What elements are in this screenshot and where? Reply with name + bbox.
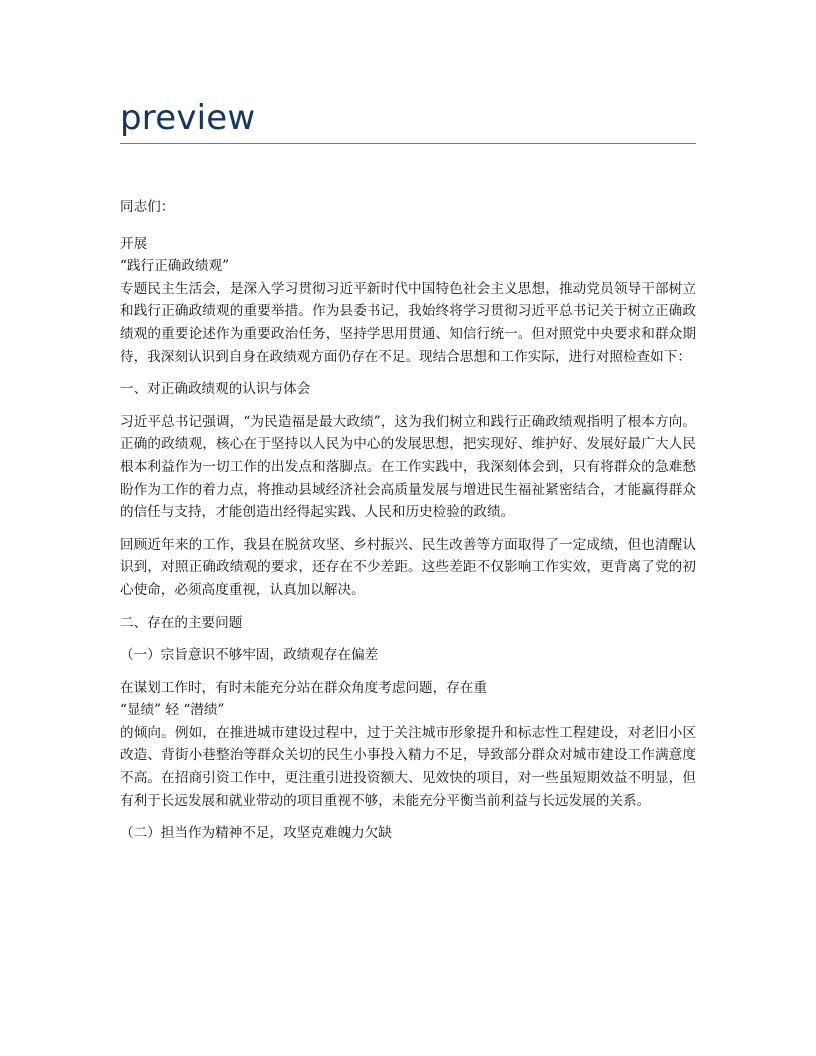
- section-1-paragraph-1: 习近平总书记强调，“为民造福是最大政绩”，这为我们树立和践行正确政绩观指明了根本方向。正确的政绩观，核心在于坚持以人民为中心的发展思想，把实现好、维护好、发展好最广大人民根本利益作为一切工作的出发点和落脚点。在工作实践中，我深刻体会到，只有将群众的急难愁盼作为工作的着力点，将推动县域经济社会高质量发展与增进民生福祉紧密结合，才能赢得群众的信任与支持，才能创造出经得起实践、人民和历史检验的政绩。: [120, 413, 696, 521]
- subsection-1-heading: （一）宗旨意识不够牢固，政绩观存在偏差: [120, 647, 379, 664]
- intro-line-1: 开展: [120, 235, 148, 252]
- section-1-paragraph-2: 回顾近年来的工作，我县在脱贫攻坚、乡村振兴、民生改善等方面取得了一定成绩，但也清醒认识到，对照正确政绩观的要求，还存在不少差距。这些差距不仅影响工作实效，更背离了党的初心使命，必须高度重视，认真加以解决。: [120, 536, 696, 598]
- section-2-heading: 二、存在的主要问题: [120, 614, 243, 631]
- greeting: 同志们：: [120, 199, 175, 215]
- intro-line-2: “践行正确政绩观”: [120, 258, 230, 275]
- subsection-2-heading: （二）担当作为精神不足，攻坚克难魄力欠缺: [120, 825, 392, 842]
- subsection-1-line-3: 的倾向。例如，在推进城市建设过程中，过于关注城市形象提升和标志性工程建设，对老旧小区改造、背街小巷整治等群众关切的民生小事投入精力不足，导致部分群众对城市建设工作满意度不高。在招商引资工作中，更注重引进投资额大、见效快的项目，对一些虽短期效益不明显，但有利于长远发展和就业带动的项目重视不够，未能充分平衡当前利益与长远发展的关系。: [120, 724, 696, 809]
- subsection-1-line-2: “显绩” 轻 “潜绩”: [120, 702, 225, 719]
- section-1-heading: 一、对正确政绩观的认识与体会: [120, 381, 311, 398]
- subsection-1-line-1: 在谋划工作时，有时未能充分站在群众角度考虑问题，存在重: [120, 679, 488, 696]
- intro-line-3: 专题民主生活会，是深入学习贯彻习近平新时代中国特色社会主义思想，推动党员领导干部树立和践行正确政绩观的重要举措。作为县委书记，我始终将学习贯彻习近平总书记关于树立正确政绩观的重要论述作为重要政治任务，坚持学思用贯通、知信行统一。但对照党中央要求和群众期待，我深刻认识到自身在政绩观方面仍存在不足。现结合思想和工作实际，进行对照检查如下：: [120, 280, 696, 365]
- subsection-1-paragraph: [120, 677, 696, 813]
- intro-paragraph: [120, 233, 696, 369]
- document-body: [120, 196, 696, 855]
- document-title: preview: [120, 98, 256, 138]
- title-divider: [120, 143, 696, 144]
